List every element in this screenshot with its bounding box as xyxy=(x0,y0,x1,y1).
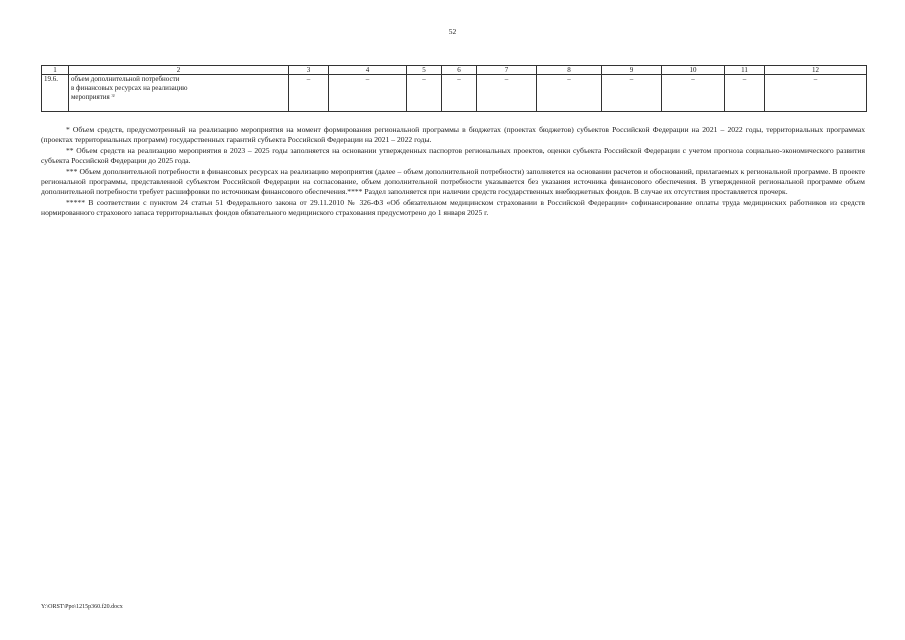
table-cell: – xyxy=(537,75,602,112)
row-number: 19.6. xyxy=(42,75,69,112)
column-header: 6 xyxy=(442,66,477,75)
column-header: 3 xyxy=(289,66,329,75)
table-cell: – xyxy=(725,75,765,112)
footnote-1: * Объем средств, предусмотренный на реализацию мероприятия на момент формирования региональной программы в бюджетах (проектах бюджетов) субъектов Российской Федерации на 2021 – 2022 годы, территориальных программах (проектах территориальных программ) государственных гарантий субъекта Российской Федерации на 2021 – 2022 годы. xyxy=(41,125,865,145)
column-header: 12 xyxy=(765,66,867,75)
column-header: 11 xyxy=(725,66,765,75)
column-header: 7 xyxy=(477,66,537,75)
footer-file-path: Y:\ORST\Ppo\1215p360.f20.docx xyxy=(41,604,123,610)
table-cell: – xyxy=(765,75,867,112)
footnote-2: ** Объем средств на реализацию мероприятия в 2023 – 2025 годы заполняется на основании утвержденных паспортов региональных проектов, оценки субъекта Российской Федерации с учетом прогноза социально-экономического развития субъекта Российской Федерации до 2025 года. xyxy=(41,145,865,166)
table-row xyxy=(42,75,867,112)
column-header: 9 xyxy=(602,66,662,75)
row-description xyxy=(69,75,289,112)
row-description-line: в финансовых ресурсах на реализацию xyxy=(71,83,188,92)
column-header: 8 xyxy=(537,66,602,75)
table-cell: – xyxy=(407,75,442,112)
column-header: 4 xyxy=(329,66,407,75)
page-number: 52 xyxy=(448,27,457,36)
footnote-marker: 3/ xyxy=(111,92,116,98)
column-header: 5 xyxy=(407,66,442,75)
footnote-3: *** Объем дополнительной потребности в финансовых ресурсах на реализацию мероприятия (далее – объем дополнительной потребности) заполняется на основании расчетов и обоснований, прилагаемых к региональной программе. В проекте региональной программы, представленной субъектом Российской Федерации на согласование, объем дополнительной потребности указывается без указания источника финансового обеспечения. В утвержденной региональной программе объем дополнительной потребности требует расшифровки по источникам финансового обеспечения.**** Раздел заполняется при наличии средств государственных внебюджетных фондов. В случае их отсутствия проставляется прочерк. xyxy=(41,166,865,197)
table-cell: – xyxy=(662,75,725,112)
row-description-line: мероприятия xyxy=(71,92,110,101)
row-description-line: объем дополнительной потребности xyxy=(71,75,180,83)
footnotes xyxy=(41,125,865,219)
column-header: 10 xyxy=(662,66,725,75)
column-header: 2 xyxy=(69,66,289,75)
table-cell: – xyxy=(289,75,329,112)
table-cell: – xyxy=(442,75,477,112)
table-cell: – xyxy=(602,75,662,112)
table-cell: – xyxy=(477,75,537,112)
footnote-5: ***** В соответствии с пунктом 24 статьи 51 Федерального закона от 29.11.2010 № 326-ФЗ «Об обязательном медицинском страховании в Российской Федерации» софинансирование оплаты труда медицинских работников из средств нормированного страхового запаса территориальных фондов обязательного медицинского страхования предусмотрено до 1 января 2025 г. xyxy=(41,197,865,218)
column-header: 1 xyxy=(42,66,69,75)
data-table xyxy=(41,65,867,112)
table-header-row xyxy=(42,66,867,75)
table-cell: – xyxy=(329,75,407,112)
